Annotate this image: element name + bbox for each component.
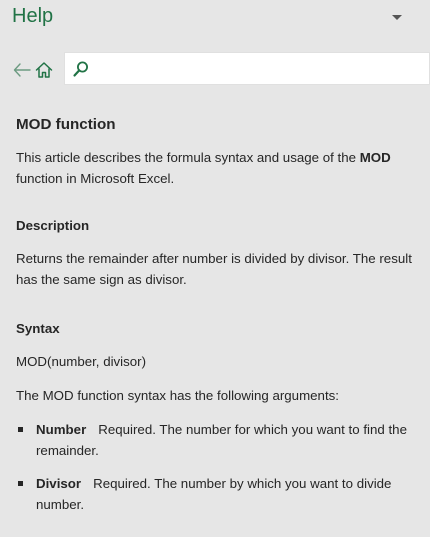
argument-name: Divisor xyxy=(36,476,82,491)
back-arrow-icon[interactable] xyxy=(12,61,32,79)
home-icon[interactable] xyxy=(34,60,54,80)
intro-text-before: This article describes the formula syntax and usage of the xyxy=(16,150,360,165)
intro-text-after: function in Microsoft Excel. xyxy=(16,171,175,186)
description-text: Returns the remainder after number is divided by divisor. The result has the same sign as divisor. xyxy=(16,251,412,287)
arguments-list xyxy=(16,419,416,515)
article-intro xyxy=(16,147,416,189)
list-item xyxy=(16,473,416,515)
help-navigation-bar xyxy=(0,52,430,86)
bullet-icon xyxy=(18,427,23,432)
bullet-icon xyxy=(18,481,23,486)
list-item xyxy=(16,419,416,461)
article-content xyxy=(16,114,416,527)
search-box[interactable] xyxy=(64,52,430,85)
argument-description: Required. The number by which you want to divide number. xyxy=(36,476,392,512)
syntax-text: MOD(number, divisor) xyxy=(16,354,147,369)
pane-title: Help xyxy=(12,5,54,27)
syntax-heading: Syntax xyxy=(16,321,60,336)
intro-function-name: MOD xyxy=(359,150,391,165)
search-input[interactable] xyxy=(95,57,415,81)
article-title: MOD function xyxy=(16,116,116,133)
argument-description: Required. The number for which you want to find the remainder. xyxy=(36,422,407,458)
chevron-down-icon[interactable] xyxy=(388,10,406,24)
help-pane-header xyxy=(0,0,430,40)
arguments-intro: The MOD function syntax has the following arguments: xyxy=(16,388,339,403)
argument-name: Number xyxy=(36,422,87,437)
search-icon xyxy=(72,60,90,78)
description-heading: Description xyxy=(16,218,90,233)
